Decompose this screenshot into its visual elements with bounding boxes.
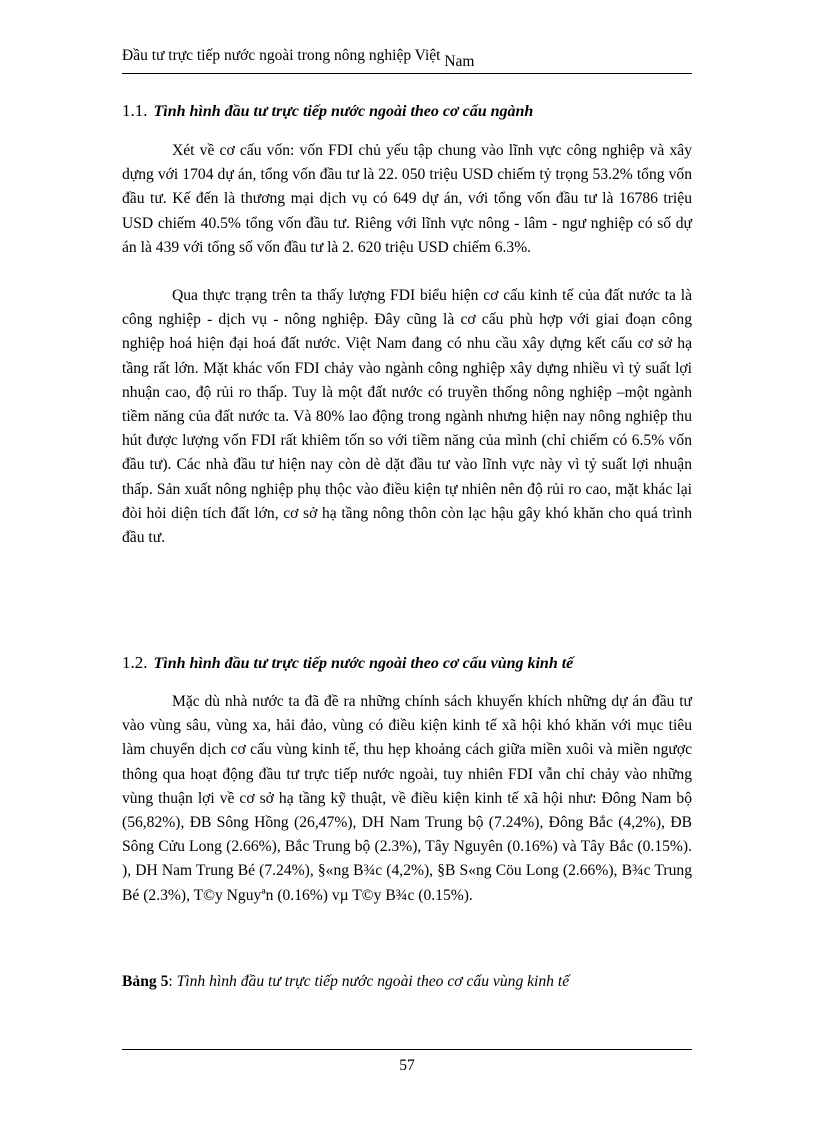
section-number: 1.2. bbox=[122, 653, 148, 672]
paragraph: Qua thực trạng trên ta thấy lượng FDI biểu hiện cơ cấu kinh tế của đất nước ta là công nghiệp - dịch vụ - nông nghiệp. Đây cũng là cơ cấu phù hợp với giai đoạn công nghiệp hoá hiện đại hoá đất nước. Việt Nam đang có nhu cầu xây dựng kết cấu cơ sở hạ tầng rất lớn. Mặt khác vốn FDI chảy vào ngành công nghiệp xây dựng nhiều vì tỷ suất lợi nhuận cao, độ rủi ro thấp. Tuy là một đất nước có truyền thống nông nghiệp –một ngành tiềm năng của đất nước ta. Và 80% lao động trong ngành nhưng hiện nay nông nghiệp thu hút được lượng vốn FDI rất khiêm tốn so với tiềm năng của mình (chỉ chiếm có 6.5% vốn đầu tư). Các nhà đầu tư hiện nay còn dè dặt đầu tư vào lĩnh vực này vì tỷ suất lợi nhuận thấp. Sản xuất nông nghiệp phụ thộc vào điều kiện tự nhiên nên độ rủi ro cao, mặt khác lại đòi hỏi diện tích đất lớn, cơ sở hạ tầng nông thôn còn lạc hậu gây khó khăn cho quá trình đầu tư. bbox=[122, 287, 692, 547]
section-heading-1-2 bbox=[122, 652, 702, 675]
running-header-title: Đầu tư trực tiếp nước ngoài trong nông nghiệp Việt bbox=[122, 47, 441, 64]
section-title: Tình hình đầu tư trực tiếp nước ngoài theo cơ cấu ngành bbox=[153, 103, 534, 120]
paragraph: Mặc dù nhà nước ta đã đề ra những chính sách khuyến khích những dự án đầu tư vào vùng sâu, vùng xa, hải đảo, vùng có điều kiện kinh tế xã hội khó khăn với mục tiêu làm chuyển dịch cơ cấu vùng kinh tế, thu hẹp khoảng cách giữa miền xuôi và miền ngược thông qua hoạt động đầu tư trực tiếp nước ngoài, tuy nhiên FDI vẫn chỉ chảy vào những vùng thuận lợi về cơ sở hạ tầng kỹ thuật, về điều kiện kinh tế xã hội như: Đông Nam bộ (56,82%), ĐB Sông Hồng (26,47%), DH Nam Trung bộ (7.24%), Đông Bắc (4,2%), ĐB Sông Cửu Long (2.66%), Bắc Trung bộ (2.3%), Tây Nguyên (0.16%) và Tây Bắc (0.15%). ), DH Nam Trung Bé (7.24%), §«ng B¾c (4,2%), §B S«ng Cöu Long (2.66%), B¾c Trung Bé (2.3%), T©y Nguyªn (0.16%) vµ T©y B¾c (0.15%). bbox=[122, 693, 692, 904]
running-header bbox=[122, 46, 692, 70]
paragraph: Xét về cơ cấu vốn: vốn FDI chủ yếu tập chung vào lĩnh vực công nghiệp và xây dựng với 1704 dự án, tổng vốn đầu tư là 22. 050 triệu USD chiếm tỷ trọng 53.2% tổng vốn đầu tư. Kế đến là thương mại dịch vụ có 649 dự án, với tổng vốn đầu tư là 16786 triệu USD chiếm 40.5% tổng vốn đầu tư. Riêng với lĩnh vực nông - lâm - ngư nghiệp có số dự án là 439 với tổng số vốn đầu tư là 2. 620 triệu USD chiếm 6.3%. bbox=[122, 142, 692, 256]
running-header-title-tail: Nam bbox=[444, 53, 475, 70]
section-number: 1.1. bbox=[122, 101, 148, 120]
header-rule bbox=[122, 73, 692, 74]
table-caption-separator: : bbox=[168, 973, 177, 990]
table-caption bbox=[122, 971, 692, 993]
section-title: Tình hình đầu tư trực tiếp nước ngoài theo cơ cấu vùng kinh tế bbox=[153, 655, 574, 672]
table-caption-label: Bảng 5 bbox=[122, 973, 169, 990]
footer-rule bbox=[122, 1049, 692, 1050]
section-heading-1-1 bbox=[122, 100, 702, 123]
table-caption-title: Tình hình đầu tư trực tiếp nước ngoài theo cơ cấu vùng kinh tế bbox=[176, 973, 570, 990]
page-number: 57 bbox=[399, 1057, 415, 1074]
